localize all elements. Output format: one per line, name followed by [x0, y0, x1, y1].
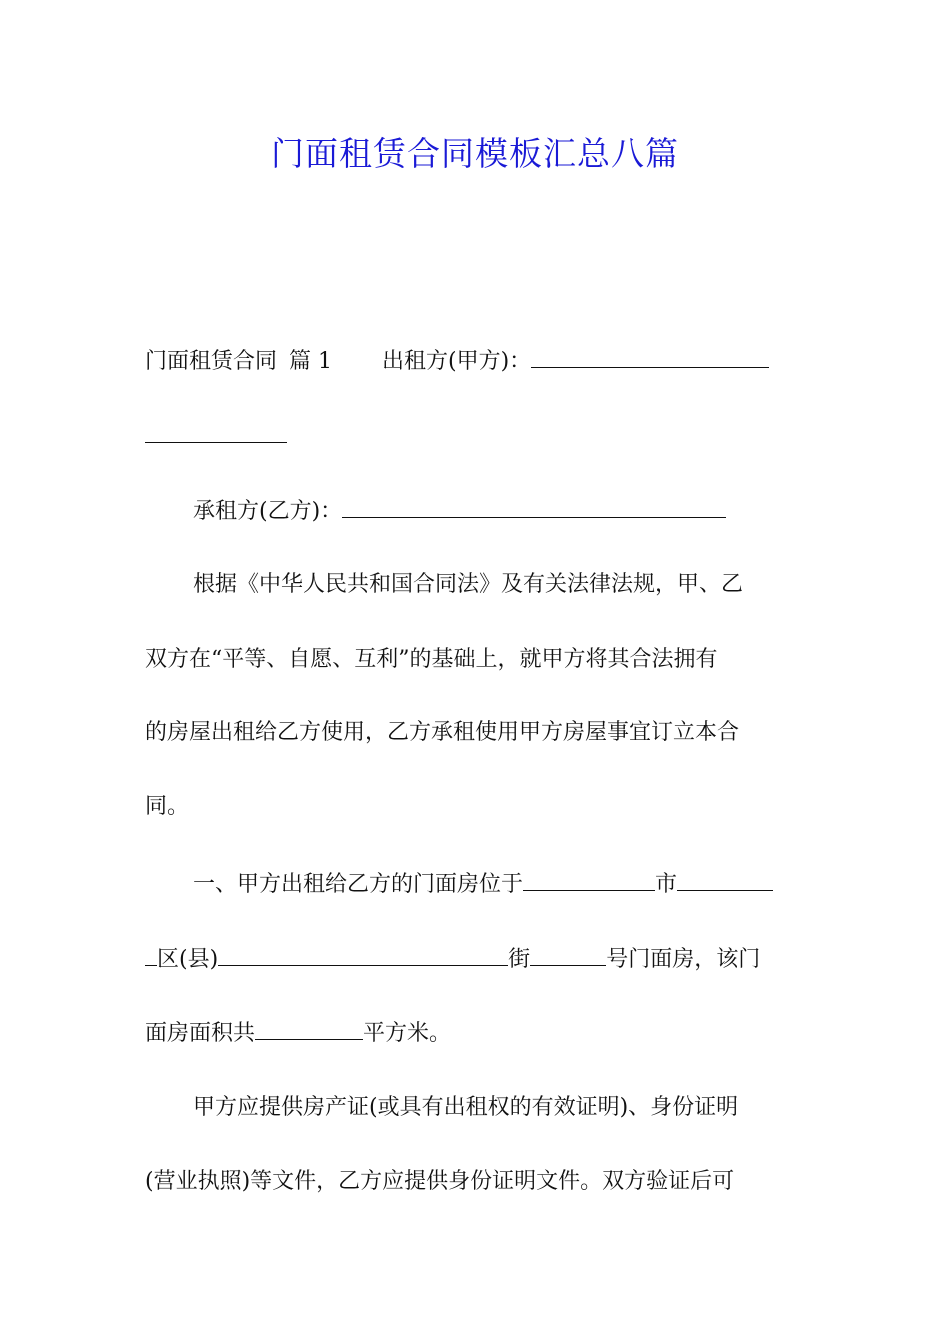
paragraph-line: 双方在“平等、自愿、互利”的基础上，就甲方将其合法拥有 — [145, 647, 718, 672]
area-blank — [255, 1017, 363, 1040]
paragraph-line: 同。 — [145, 794, 190, 819]
district-blank — [677, 868, 773, 891]
clause-1-line — [193, 868, 773, 900]
lessee-line — [193, 495, 726, 527]
chapter-number: 篇 1 — [289, 349, 333, 374]
page-title: 门面租赁合同模板汇总八篇 — [271, 134, 679, 173]
district-label: 区(县) — [157, 947, 219, 972]
number-label: 号门面房，该门 — [606, 947, 761, 972]
street-blank — [218, 943, 508, 966]
city-label: 市 — [655, 872, 678, 897]
clause-1-line — [145, 943, 760, 975]
paragraph-line: 甲方应提供房产证(或具有出租权的有效证明)、身份证明 — [193, 1095, 739, 1120]
contract-heading-line — [145, 345, 769, 377]
district-blank-2 — [145, 943, 157, 966]
contract-name: 门面租赁合同 — [145, 349, 278, 374]
lessor-blank-2 — [145, 420, 287, 443]
lessor-label: 出租方(甲方)： — [382, 349, 532, 374]
lessee-blank — [342, 495, 726, 518]
area-unit: 平方米。 — [363, 1021, 452, 1046]
number-blank — [530, 943, 606, 966]
lessor-blank — [531, 345, 769, 368]
area-label: 面房面积共 — [145, 1021, 256, 1046]
lessor-blank-continuation — [145, 420, 287, 452]
paragraph-line: (营业执照)等文件，乙方应提供身份证明文件。双方验证后可 — [145, 1169, 735, 1194]
lessee-label: 承租方(乙方)： — [193, 499, 343, 524]
paragraph-line: 根据《中华人民共和国合同法》及有关法律法规，甲、乙 — [193, 572, 744, 597]
city-blank — [523, 868, 655, 891]
clause-1-text: 一、甲方出租给乙方的门面房位于 — [193, 872, 524, 897]
clause-1-line — [145, 1017, 451, 1049]
paragraph-line: 的房屋出租给乙方使用，乙方承租使用甲方房屋事宜订立本合 — [145, 720, 740, 745]
street-label: 街 — [508, 947, 531, 972]
